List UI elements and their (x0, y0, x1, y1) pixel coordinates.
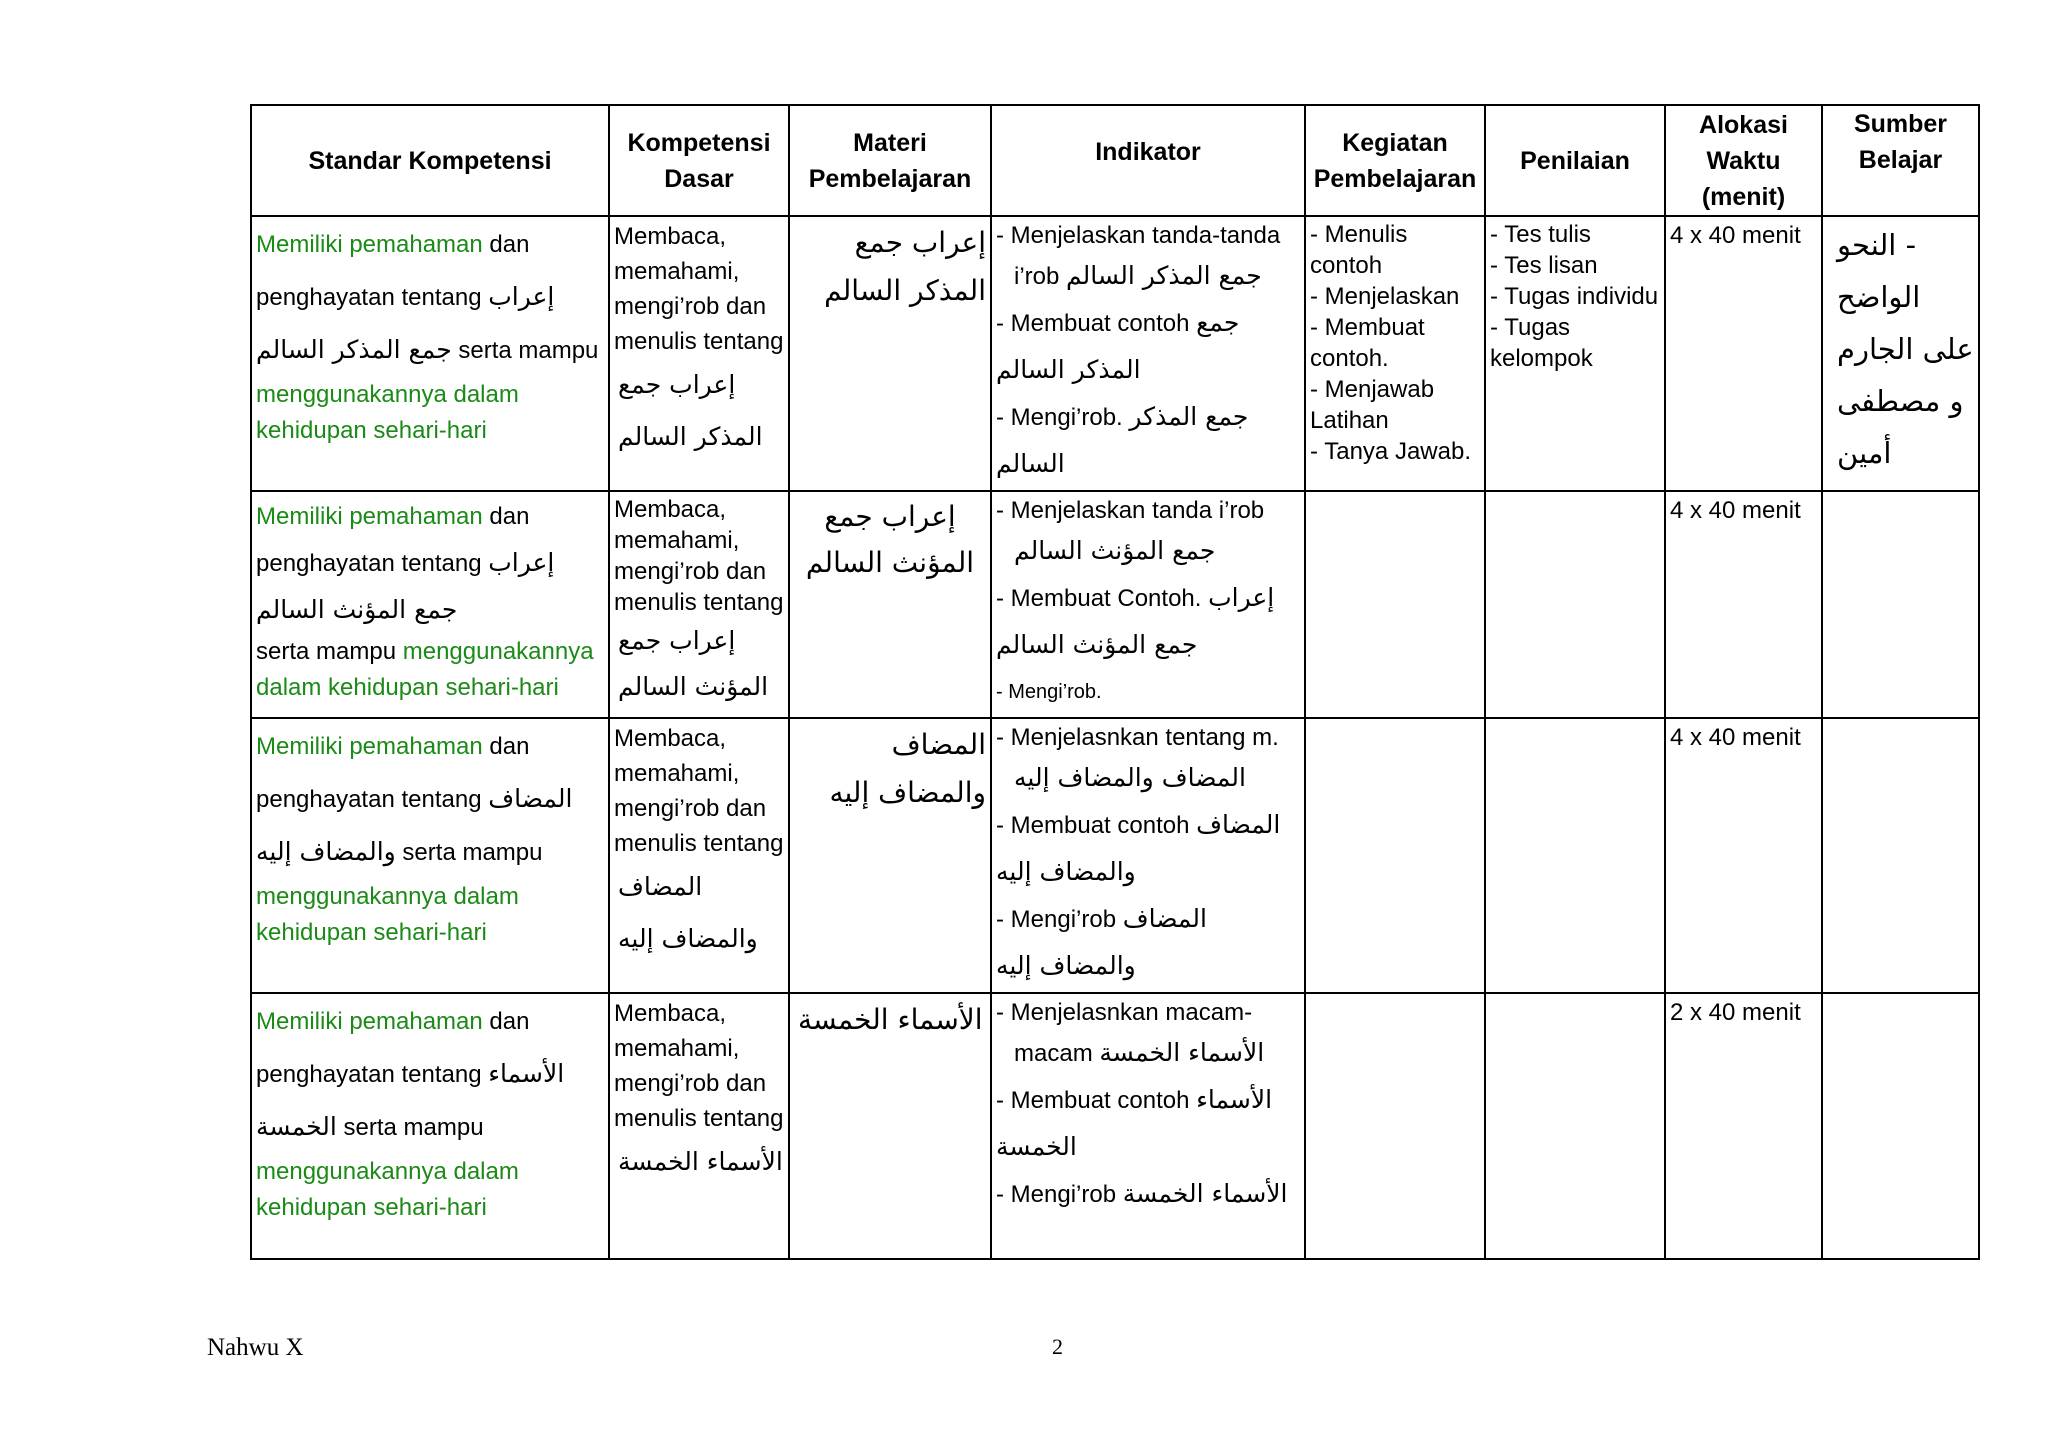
cell-kegiatan (1305, 491, 1485, 718)
indikator-arabic: جمع المؤنث السالم (1014, 536, 1216, 565)
cell-penilaian (1485, 216, 1665, 491)
cell-penilaian (1485, 718, 1665, 993)
indikator-text: - Mengi’rob (996, 906, 1117, 933)
kegiatan-item: - Menulis contoh (1310, 221, 1408, 279)
penilaian-item: - Tes tulis (1490, 221, 1591, 248)
sk-text: dan penghayatan tentang (256, 733, 530, 813)
sumber-arabic: - النحو الواضح على الجارم و مصطفى أمين (1837, 228, 1974, 470)
header-penilaian: Penilaian (1485, 105, 1665, 216)
kegiatan-item: - Menjelaskan (1310, 283, 1460, 310)
indikator-line: - Menjelasnkan tentang m. (996, 724, 1279, 751)
cell-materi (789, 216, 991, 491)
materi-arabic: المضاف والمضاف إليه (829, 728, 986, 809)
sk-arabic: إعراب جمع المذكر السالم (256, 282, 555, 364)
indikator-arabic: المضاف والمضاف إليه (996, 904, 1207, 980)
kd-text: Membaca, memahami, mengi’rob dan menulis tentang (614, 496, 784, 616)
kegiatan-item: - Membuat contoh. (1310, 314, 1425, 372)
indikator-arabic: المضاف والمضاف إليه (1014, 763, 1246, 792)
sk-arabic: المضاف والمضاف إليه (256, 784, 573, 866)
sk-green-text: Memiliki pemahaman (256, 231, 483, 258)
header-sumber: Sumber Belajar (1822, 105, 1979, 216)
indikator-text: - Mengi’rob (996, 1181, 1117, 1208)
cell-alokasi: 2 x 40 menit (1665, 993, 1822, 1259)
table-row (251, 718, 1979, 993)
indikator-arabic: إعراب جمع المؤنث السالم (996, 583, 1275, 659)
kd-arabic: إعراب جمع المذكر السالم (618, 370, 763, 451)
indikator-arabic: جمع المذكر السالم (1066, 261, 1262, 290)
sk-text: dan penghayatan tentang (256, 231, 530, 311)
kegiatan-item: - Tanya Jawab. (1310, 438, 1471, 465)
indikator-text: i’rob (1014, 263, 1060, 290)
sk-text: serta mampu (451, 337, 599, 364)
penilaian-item: - Tugas kelompok (1490, 314, 1593, 372)
silabus-table (250, 104, 1980, 1260)
cell-penilaian (1485, 491, 1665, 718)
indikator-arabic: المضاف والمضاف إليه (996, 810, 1281, 886)
materi-arabic: إعراب جمع المؤنث السالم (805, 500, 975, 579)
indikator-text: - Membuat contoh (996, 310, 1190, 337)
sk-green-text: Memiliki pemahaman (256, 1008, 483, 1035)
sk-text: serta mampu (336, 1114, 484, 1141)
cell-materi (789, 491, 991, 718)
indikator-arabic: الأسماء الخمسة (996, 1085, 1273, 1161)
kd-text: Membaca, memahami, mengi’rob dan menulis tentang (614, 223, 784, 355)
cell-kompetensi-dasar (609, 491, 789, 718)
kd-arabic: المضاف والمضاف إليه (618, 872, 758, 953)
indikator-arabic: الأسماء الخمسة (1122, 1179, 1288, 1208)
sk-text: dan penghayatan tentang (256, 503, 530, 577)
indikator-line (996, 300, 1300, 394)
kd-arabic: إعراب جمع المؤنث السالم (618, 626, 769, 701)
kd-text: Membaca, memahami, mengi’rob dan menulis tentang (614, 1000, 784, 1132)
cell-standar-kompetensi (251, 993, 609, 1259)
cell-standar-kompetensi (251, 718, 609, 993)
cell-kegiatan (1305, 216, 1485, 491)
penilaian-item: - Tugas individu (1490, 283, 1659, 310)
header-kegiatan: Kegiatan Pembelajaran (1305, 105, 1485, 216)
sk-green-text: menggunakannya dalam kehidupan sehari-hari (256, 1158, 519, 1221)
indikator-line (996, 896, 1300, 990)
header-row (251, 105, 1979, 216)
cell-indikator (991, 216, 1305, 491)
indikator-text: - Membuat contoh (996, 1087, 1190, 1114)
cell-alokasi: 4 x 40 menit (1665, 718, 1822, 993)
table-row (251, 993, 1979, 1259)
cell-indikator (991, 993, 1305, 1259)
cell-standar-kompetensi (251, 491, 609, 718)
indikator-line: - Mengi’rob. (996, 681, 1102, 703)
cell-standar-kompetensi (251, 216, 609, 491)
sk-green-text: menggunakannya dalam kehidupan sehari-hari (256, 883, 519, 946)
indikator-line: - Menjelaskan tanda-tanda (996, 222, 1281, 249)
sk-green-text: menggunakannya dalam kehidupan sehari-hari (256, 381, 519, 444)
indikator-line (996, 394, 1300, 488)
sk-green-text: Memiliki pemahaman (256, 733, 483, 760)
sk-text: serta mampu (395, 839, 543, 866)
cell-materi (789, 993, 991, 1259)
cell-kompetensi-dasar (609, 718, 789, 993)
materi-arabic: الأسماء الخمسة (798, 1003, 983, 1036)
kegiatan-item: - Menjawab Latihan (1310, 376, 1435, 434)
kd-text: Membaca, memahami, mengi’rob dan menulis tentang (614, 725, 784, 857)
header-kompetensi-dasar: Kompetensi Dasar (609, 105, 789, 216)
indikator-text: - Mengi’rob. (996, 404, 1123, 431)
cell-alokasi: 4 x 40 menit (1665, 491, 1822, 718)
indikator-line (996, 802, 1300, 896)
cell-indikator (991, 491, 1305, 718)
header-alokasi: Alokasi Waktu (menit) (1665, 105, 1822, 216)
sk-green-text: menggunakannya dalam kehidupan sehari-hari (256, 638, 594, 701)
indikator-text: - Membuat contoh (996, 812, 1190, 839)
sk-arabic: الأسماء الخمسة (256, 1059, 565, 1141)
cell-sumber (1822, 491, 1979, 718)
indikator-line (996, 1171, 1300, 1218)
indikator-line: - Menjelaskan tanda i’rob (996, 497, 1265, 524)
page-number: 2 (1052, 1334, 1063, 1359)
indikator-line (996, 528, 1300, 575)
header-materi: Materi Pembelajaran (789, 105, 991, 216)
cell-kompetensi-dasar (609, 216, 789, 491)
indikator-arabic: جمع المذكر السالم (996, 402, 1249, 478)
materi-arabic: إعراب جمع المذكر السالم (824, 226, 986, 307)
header-standar-kompetensi: Standar Kompetensi (251, 105, 609, 216)
cell-penilaian (1485, 993, 1665, 1259)
indikator-arabic: جمع المذكر السالم (996, 308, 1240, 384)
cell-materi (789, 718, 991, 993)
header-indikator: Indikator (991, 105, 1305, 216)
indikator-line (996, 1030, 1300, 1077)
cell-kegiatan (1305, 993, 1485, 1259)
footer-title: Nahwu X (207, 1334, 304, 1361)
indikator-arabic: الأسماء الخمسة (1099, 1038, 1265, 1067)
indikator-line (996, 575, 1300, 669)
cell-indikator (991, 718, 1305, 993)
indikator-line (996, 755, 1300, 802)
table-row (251, 216, 1979, 491)
sk-text: dan penghayatan tentang (256, 1008, 530, 1088)
table-row (251, 491, 1979, 718)
sk-text: serta mampu (256, 638, 397, 665)
cell-alokasi: 4 x 40 menit (1665, 216, 1822, 491)
penilaian-item: - Tes lisan (1490, 252, 1598, 279)
indikator-line (996, 253, 1300, 300)
sk-arabic: إعراب جمع المؤنث السالم (256, 548, 555, 624)
cell-sumber (1822, 216, 1979, 491)
indikator-line: - Menjelasnkan macam- (996, 999, 1253, 1026)
indikator-text: macam (1014, 1040, 1093, 1067)
cell-kegiatan (1305, 718, 1485, 993)
kd-arabic: الأسماء الخمسة (618, 1147, 783, 1176)
cell-sumber (1822, 718, 1979, 993)
indikator-line (996, 1077, 1300, 1171)
sk-green-text: Memiliki pemahaman (256, 503, 483, 530)
cell-sumber (1822, 993, 1979, 1259)
cell-kompetensi-dasar (609, 993, 789, 1259)
indikator-text: - Membuat Contoh. (996, 585, 1202, 612)
